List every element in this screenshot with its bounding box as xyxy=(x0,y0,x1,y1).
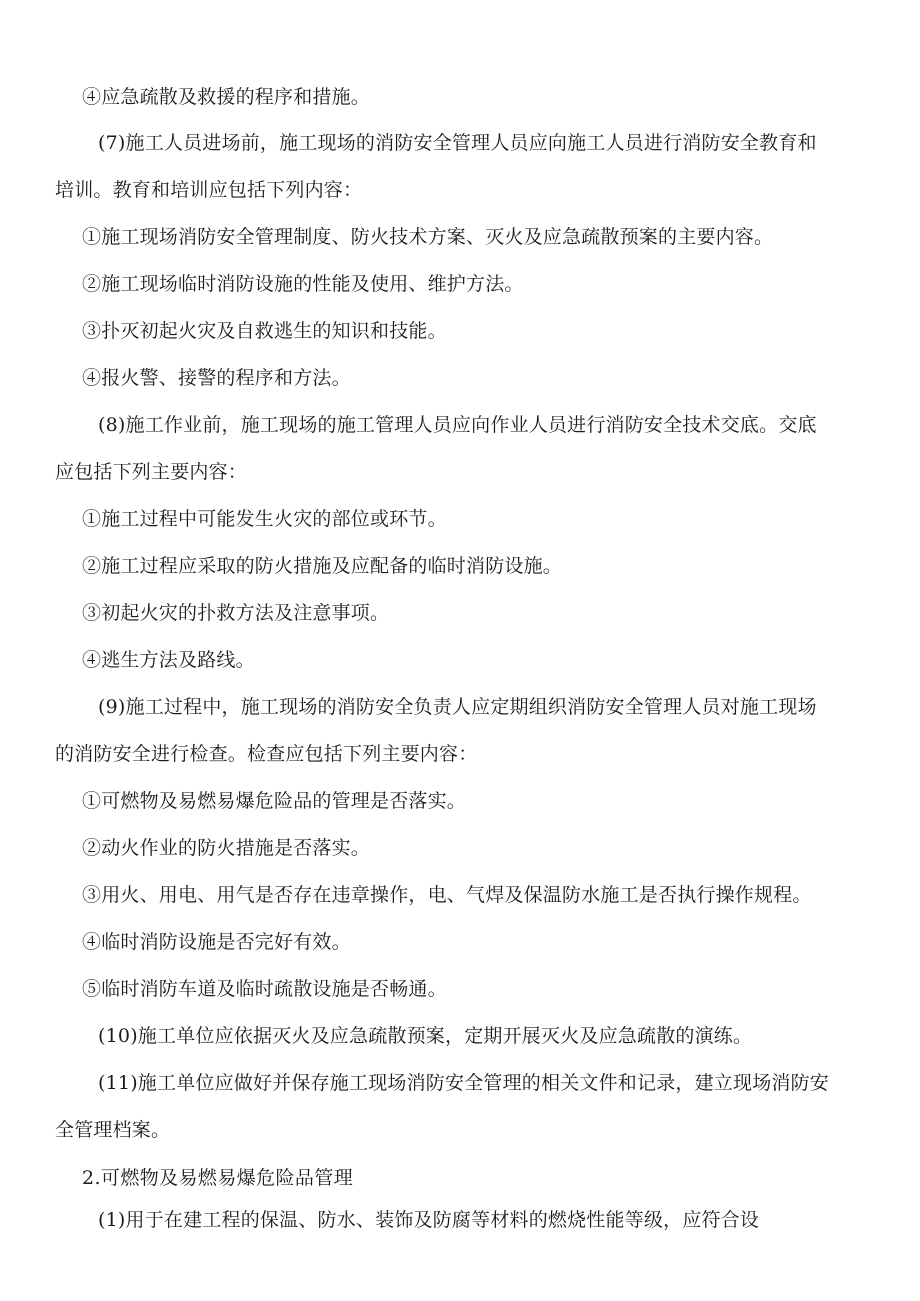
section-heading-2: 2.可燃物及易燃易爆危险品管理 xyxy=(82,1167,354,1189)
section-2-paragraph-1: (1)用于在建工程的保温、防水、装饰及防腐等材料的燃烧性能等级，应符合设 xyxy=(98,1209,760,1231)
paragraph-7-line-2: 培训。教育和培训应包括下列内容： xyxy=(55,179,363,201)
list-item-evacuation-procedure: ④应急疏散及救援的程序和措施。 xyxy=(82,86,371,108)
list-item-training-4: ④报火警、接警的程序和方法。 xyxy=(82,367,351,389)
list-item-inspection-1: ①可燃物及易燃易爆危险品的管理是否落实。 xyxy=(82,790,467,812)
paragraph-8-line-2: 应包括下列主要内容： xyxy=(55,461,248,483)
list-item-training-2: ②施工现场临时消防设施的性能及使用、维护方法。 xyxy=(82,273,524,295)
paragraph-9-line-1: (9)施工过程中，施工现场的消防安全负责人应定期组织消防安全管理人员对施工现场 xyxy=(98,696,817,718)
paragraph-9-line-2: 的消防安全进行检查。检查应包括下列主要内容： xyxy=(55,743,478,765)
list-item-training-1: ①施工现场消防安全管理制度、防火技术方案、灭火及应急疏散预案的主要内容。 xyxy=(82,226,774,248)
list-item-inspection-3: ③用火、用电、用气是否存在违章操作，电、气焊及保温防水施工是否执行操作规程。 xyxy=(82,884,812,906)
list-item-inspection-2: ②动火作业的防火措施是否落实。 xyxy=(82,837,371,859)
list-item-briefing-1: ①施工过程中可能发生火灾的部位或环节。 xyxy=(82,508,447,530)
paragraph-11-line-1: (11)施工单位应做好并保存施工现场消防安全管理的相关文件和记录，建立现场消防安 xyxy=(98,1072,830,1094)
list-item-briefing-2: ②施工过程应采取的防火措施及应配备的临时消防设施。 xyxy=(82,555,563,577)
list-item-inspection-5: ⑤临时消防车道及临时疏散设施是否畅通。 xyxy=(82,978,447,1000)
paragraph-7-line-1: (7)施工人员进场前，施工现场的消防安全管理人员应向施工人员进行消防安全教育和 xyxy=(98,132,817,154)
list-item-briefing-4: ④逃生方法及路线。 xyxy=(82,649,255,671)
list-item-training-3: ③扑灭初起火灾及自救逃生的知识和技能。 xyxy=(82,320,447,342)
paragraph-8-line-1: (8)施工作业前，施工现场的施工管理人员应向作业人员进行消防安全技术交底。交底 xyxy=(98,414,817,436)
paragraph-11-line-2: 全管理档案。 xyxy=(55,1119,171,1141)
list-item-briefing-3: ③初起火灾的扑救方法及注意事项。 xyxy=(82,602,390,624)
list-item-inspection-4: ④临时消防设施是否完好有效。 xyxy=(82,931,351,953)
paragraph-10: (10)施工单位应依据灭火及应急疏散预案，定期开展灭火及应急疏散的演练。 xyxy=(98,1025,753,1047)
